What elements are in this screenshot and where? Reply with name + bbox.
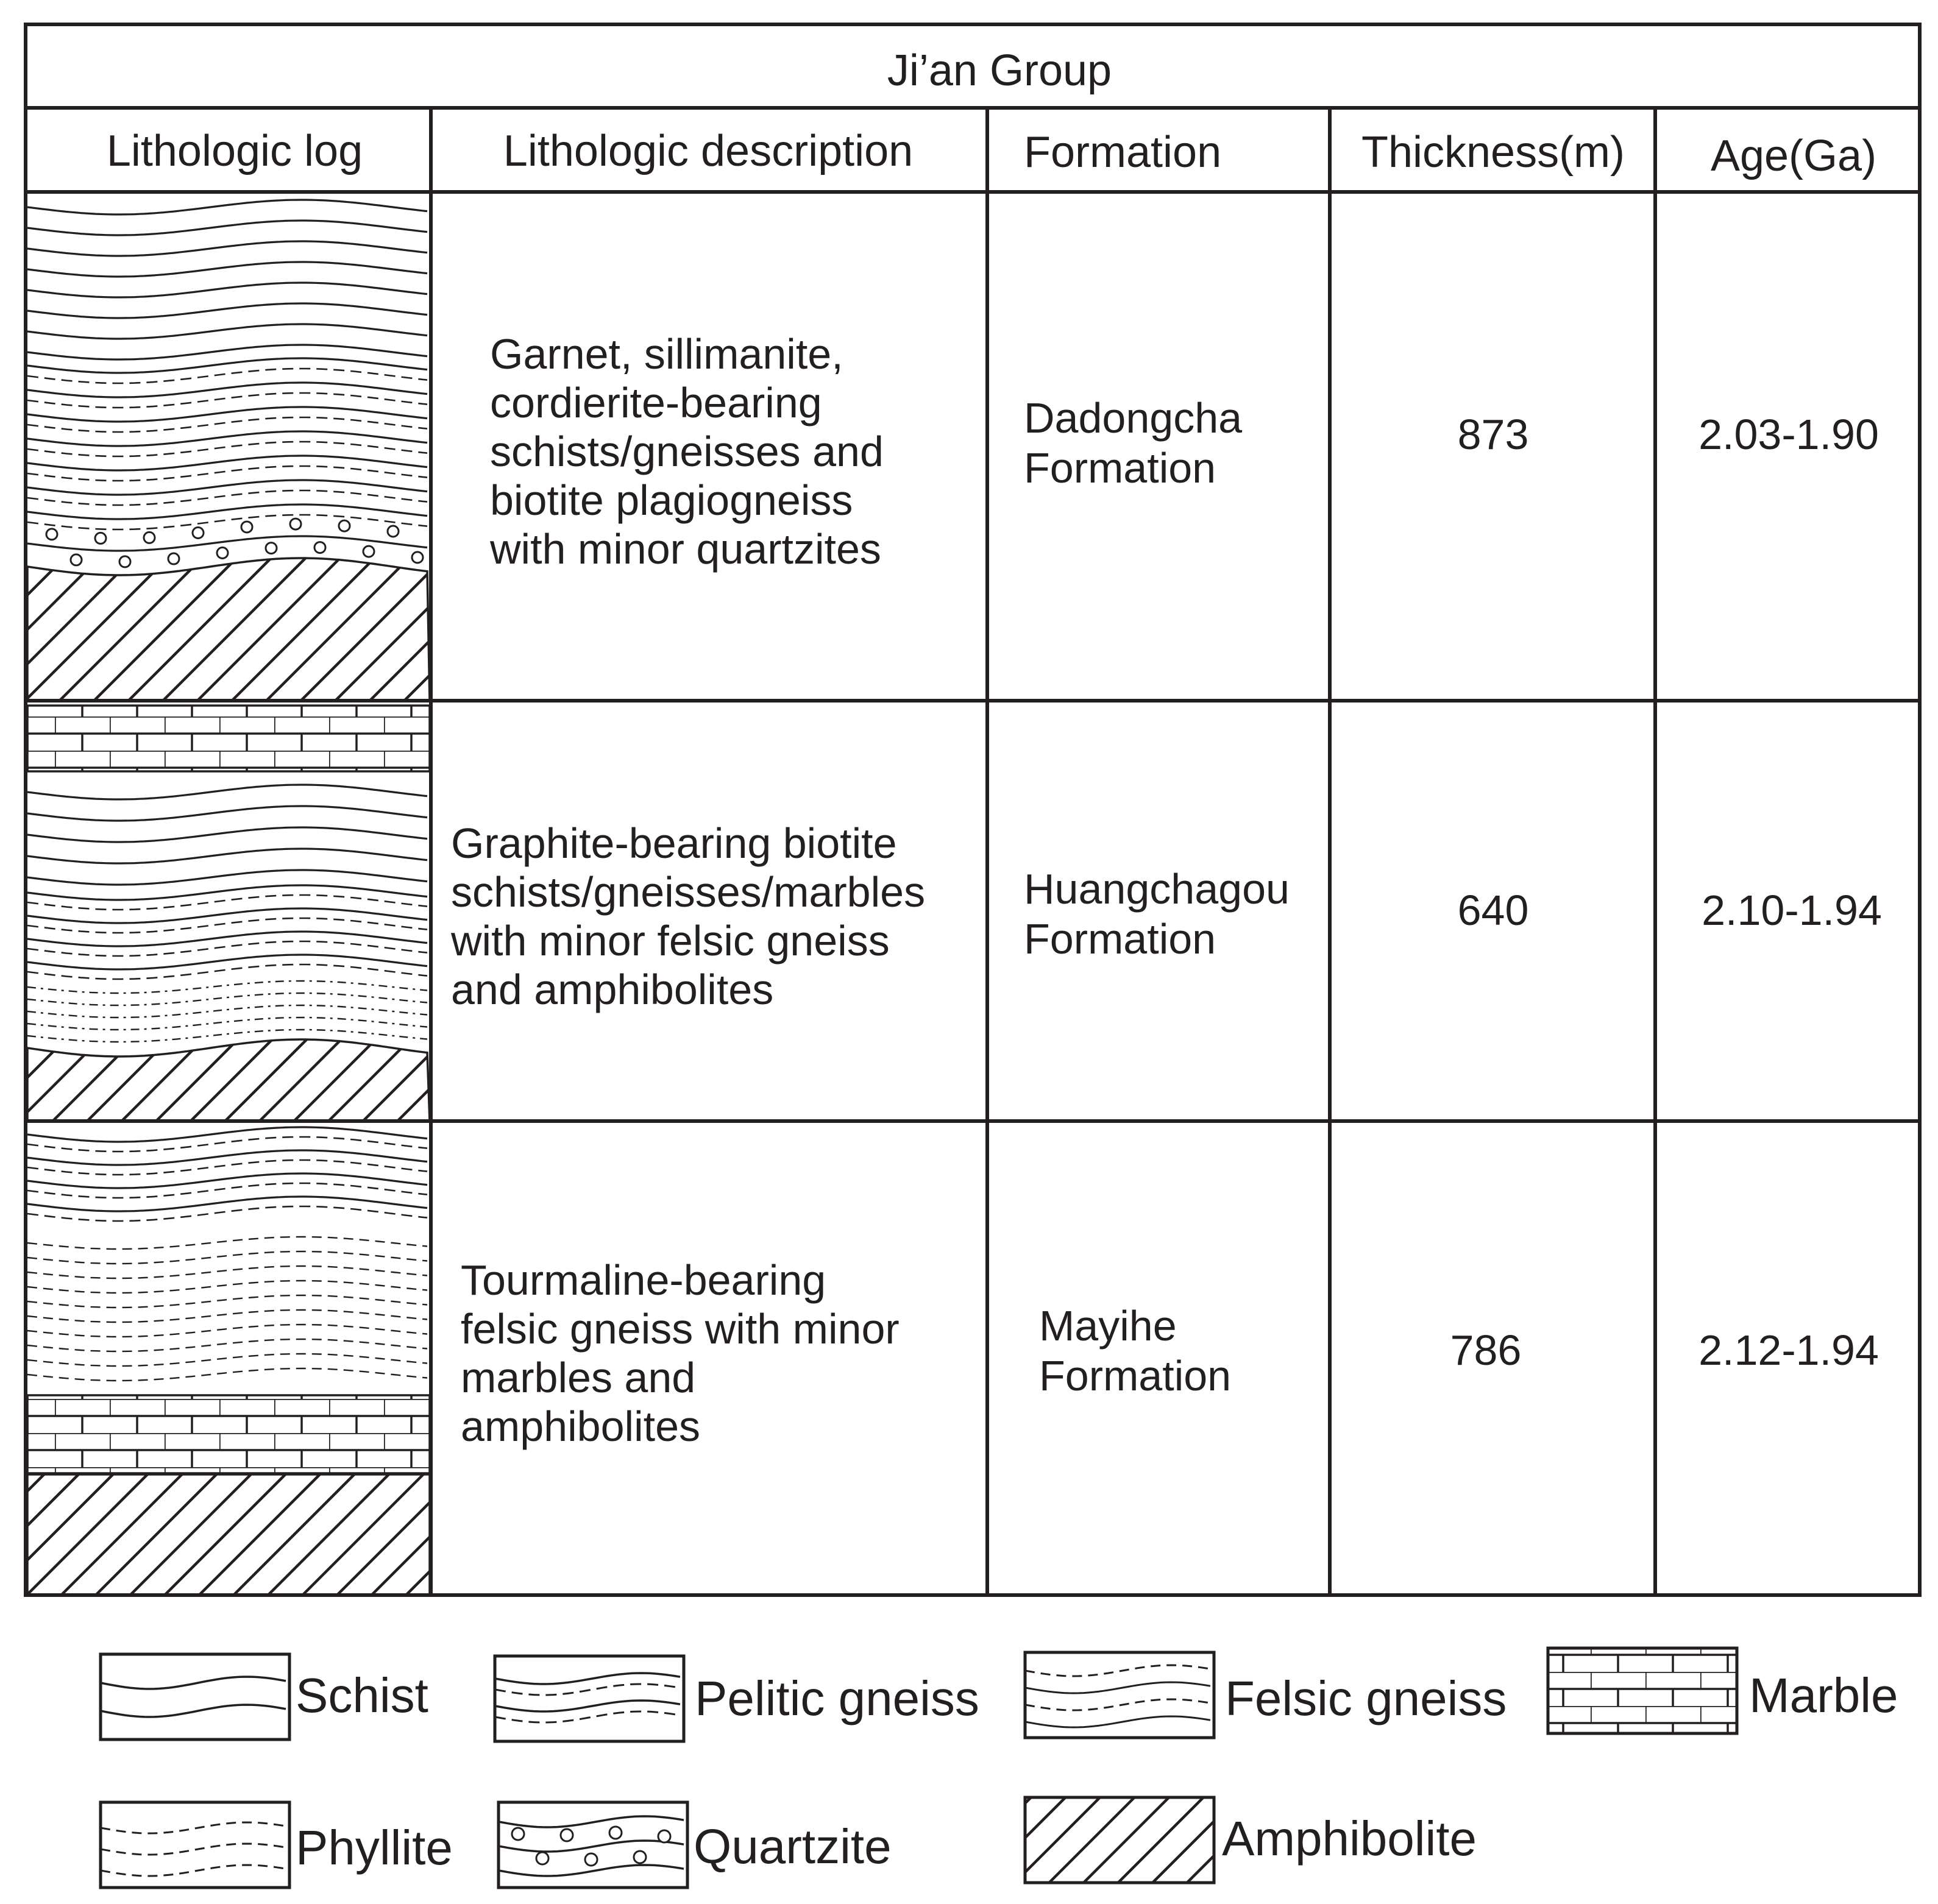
phyllite-line <box>27 1295 427 1308</box>
schist-line <box>27 241 427 256</box>
quartzite-grain <box>290 518 301 529</box>
legend-amphibolite-fill <box>1025 1797 1214 1883</box>
schist-line <box>27 283 427 297</box>
felsic-gneiss-line <box>27 1005 427 1017</box>
row-2-description <box>450 819 937 1013</box>
pelitic-gneiss-dash <box>27 1183 427 1198</box>
row-2-thickness: 640 <box>1457 887 1529 934</box>
pelitic-gneiss-dash <box>27 1137 427 1152</box>
legend-felsic-line <box>1025 1682 1210 1693</box>
legend-phyllite-line <box>101 1844 286 1855</box>
row-3-description-line: Tourmaline-bearing <box>461 1256 826 1304</box>
pelitic-gneiss-dash <box>27 466 427 481</box>
legend-label-felsic-gneiss: Felsic gneiss <box>1225 1671 1507 1725</box>
legend-pelitic-line <box>495 1701 680 1711</box>
felsic-gneiss-line <box>27 1017 427 1030</box>
row-1-description <box>489 330 895 573</box>
table-title: Ji’an Group <box>887 46 1112 95</box>
table-border <box>26 24 1920 1595</box>
marble-fill <box>27 1395 430 1473</box>
legend-label-phyllite: Phyllite <box>296 1821 453 1875</box>
row-1-description-line: schists/gneisses and <box>490 428 884 475</box>
pelitic-gneiss-line <box>27 456 427 470</box>
legend-schist-line <box>101 1705 286 1717</box>
schist-line <box>27 324 427 339</box>
pelitic-gneiss-dash <box>27 1160 427 1175</box>
legend-quartzite-grain <box>585 1853 597 1866</box>
schist-line <box>27 262 427 277</box>
row-1-formation <box>1024 394 1254 492</box>
row-2-formation-line: Huangchagou <box>1024 865 1290 913</box>
quartzite-grain <box>241 522 252 533</box>
quartzite-grain <box>217 548 228 559</box>
legend-schist-line <box>101 1677 286 1689</box>
row-1-description-line: Garnet, sillimanite, <box>490 330 843 378</box>
pelitic-gneiss-dash <box>27 964 427 979</box>
schist-line <box>27 200 427 214</box>
row-3-description-line: marbles and <box>461 1354 696 1401</box>
pelitic-gneiss-line <box>27 1150 427 1165</box>
header-thickness: Thickness(m) <box>1361 128 1625 177</box>
amphibolite-fill <box>27 1474 430 1595</box>
pelitic-gneiss-dash <box>27 393 427 408</box>
phyllite-line <box>27 1325 427 1337</box>
felsic-gneiss-line <box>27 1030 427 1042</box>
legend-swatch-schist <box>101 1654 289 1739</box>
quartzite-grain <box>363 546 374 557</box>
pelitic-gneiss-dash <box>27 1206 427 1221</box>
felsic-gneiss-line <box>27 993 427 1005</box>
legend-label-pelitic-gneiss: Pelitic gneiss <box>695 1671 979 1725</box>
header-formation: Formation <box>1024 128 1222 177</box>
header-lithologic-description: Lithologic description <box>503 127 914 175</box>
pelitic-gneiss-dash <box>27 941 427 956</box>
legend-quartzite-line <box>499 1841 684 1852</box>
schist-line <box>27 303 427 318</box>
quartzite-grain <box>71 554 82 565</box>
quartzite-grain <box>95 533 106 543</box>
legend-label-amphibolite: Amphibolite <box>1222 1811 1477 1866</box>
row-3-formation-line: Formation <box>1039 1352 1232 1400</box>
phyllite-line <box>27 1354 427 1366</box>
row-2-age: 2.10-1.94 <box>1702 887 1882 934</box>
phyllite-line <box>27 1281 427 1293</box>
legend-swatch-frame <box>101 1654 289 1739</box>
pelitic-gneiss-dash <box>27 490 427 505</box>
pelitic-gneiss-line <box>27 1127 427 1142</box>
row-3-formation-line: Mayihe <box>1039 1302 1177 1350</box>
quartzite-grain <box>193 527 204 538</box>
quartzite-grain <box>46 529 57 540</box>
row-2-lithologic-log <box>27 706 430 1121</box>
felsic-gneiss-line <box>27 981 427 993</box>
quartzite-grain <box>168 553 179 564</box>
phyllite-line <box>27 1310 427 1322</box>
header-age: Age(Ga) <box>1710 132 1877 180</box>
legend-phyllite-line <box>101 1822 286 1833</box>
marble-fill <box>27 706 430 771</box>
pelitic-gneiss-line <box>27 932 427 946</box>
row-3-description-line: felsic gneiss with minor <box>461 1305 900 1353</box>
legend-quartzite-grain <box>609 1827 622 1839</box>
pelitic-gneiss-line <box>27 908 427 923</box>
schist-line <box>27 806 427 821</box>
quartzite-grain <box>314 542 325 553</box>
phyllite-line <box>27 1339 427 1351</box>
quartzite-grain <box>412 552 423 563</box>
phyllite-line <box>27 1251 427 1264</box>
row-1-thickness: 873 <box>1457 411 1529 458</box>
row-1-lithologic-log <box>27 200 430 701</box>
pelitic-gneiss-line <box>27 955 427 969</box>
pelitic-gneiss-line <box>27 407 427 422</box>
pelitic-gneiss-line <box>27 480 427 495</box>
header-lithologic-log: Lithologic log <box>106 127 363 175</box>
pelitic-gneiss-dash <box>27 417 427 432</box>
quartzite-grain <box>339 520 350 531</box>
legend-marble-fill <box>1548 1648 1737 1733</box>
legend-quartzite-grain <box>512 1828 524 1840</box>
legend-quartzite-grain <box>658 1830 670 1842</box>
legend-quartzite-line <box>499 1816 684 1827</box>
row-3-description-line: amphibolites <box>461 1403 700 1450</box>
row-1-formation-line: Formation <box>1024 444 1216 492</box>
legend-quartzite-grain <box>561 1829 573 1841</box>
row-3-formation <box>1039 1302 1231 1400</box>
legend-felsic-line <box>1025 1699 1210 1710</box>
row-1-formation-line: Dadongcha <box>1024 394 1243 442</box>
pelitic-gneiss-line <box>27 383 427 397</box>
legend-label-quartzite: Quartzite <box>694 1819 892 1874</box>
row-2-description-line: schists/gneisses/marbles <box>451 868 926 916</box>
pelitic-gneiss-dash <box>27 442 427 456</box>
legend-label-schist: Schist <box>296 1668 428 1722</box>
schist-line <box>27 849 427 863</box>
pelitic-gneiss-dash <box>27 369 427 383</box>
quartzite-grain <box>388 526 399 537</box>
legend-swatch-amphibolite <box>1025 1797 1214 1883</box>
legend-quartzite-grain <box>634 1851 646 1863</box>
schist-line <box>27 827 427 842</box>
pelitic-gneiss-line <box>27 431 427 446</box>
legend-pelitic-line <box>495 1673 680 1684</box>
diagram-artwork <box>26 24 1920 1888</box>
row-2-formation-line: Formation <box>1024 915 1216 963</box>
schist-line <box>27 870 427 885</box>
schist-line <box>27 345 427 359</box>
pelitic-gneiss-line <box>27 1197 427 1211</box>
pelitic-gneiss-dash <box>27 895 427 910</box>
legend-phyllite-line <box>101 1865 286 1876</box>
phyllite-line <box>27 1266 427 1278</box>
row-1-age: 2.03-1.90 <box>1698 411 1879 458</box>
legend-pelitic-dash <box>495 1684 680 1695</box>
legend-swatch-phyllite <box>101 1802 289 1888</box>
schist-line <box>27 785 427 799</box>
row-2-formation <box>1024 865 1301 963</box>
pelitic-gneiss-line <box>27 358 427 373</box>
pelitic-gneiss-line <box>27 885 427 900</box>
row-1-description-line: with minor quartzites <box>490 525 881 573</box>
row-2-description-line: Graphite-bearing biotite <box>451 819 897 867</box>
legend-pelitic-dash <box>495 1711 680 1722</box>
legend-felsic-line <box>1025 1716 1210 1727</box>
quartzite-grain <box>266 543 277 554</box>
legend-swatch-pelitic-gneiss <box>495 1656 684 1741</box>
quartzite-grain <box>119 556 130 567</box>
pelitic-gneiss-line <box>27 1173 427 1188</box>
phyllite-line <box>27 1237 427 1249</box>
row-3-thickness: 786 <box>1450 1326 1522 1374</box>
phyllite-line <box>27 1368 427 1381</box>
row-3-description <box>461 1256 911 1450</box>
row-3-age: 2.12-1.94 <box>1698 1326 1879 1374</box>
legend-quartzite-grain <box>536 1852 548 1864</box>
row-1-description-line: biotite plagiogneiss <box>490 476 853 524</box>
legend-swatch-marble <box>1548 1648 1737 1733</box>
legend-felsic-line <box>1025 1665 1210 1676</box>
legend-swatch-quartzite <box>499 1802 687 1888</box>
quartzite-grain <box>144 532 155 543</box>
row-2-description-line: and amphibolites <box>451 966 774 1013</box>
pelitic-gneiss-dash <box>27 918 427 933</box>
amphibolite-fill <box>27 558 430 701</box>
row-1-description-line: cordierite-bearing <box>490 379 822 426</box>
legend-swatch-frame <box>495 1656 684 1741</box>
legend-quartzite-line <box>499 1865 684 1876</box>
pelitic-gneiss-line <box>27 504 427 519</box>
row-2-description-line: with minor felsic gneiss <box>451 917 890 964</box>
row-3-lithologic-log <box>27 1127 430 1595</box>
amphibolite-fill <box>27 1039 430 1121</box>
legend-swatch-felsic-gneiss <box>1025 1652 1214 1738</box>
legend-label-marble: Marble <box>1749 1668 1898 1722</box>
pelitic-gneiss-dash <box>27 515 427 529</box>
schist-line <box>27 221 427 235</box>
